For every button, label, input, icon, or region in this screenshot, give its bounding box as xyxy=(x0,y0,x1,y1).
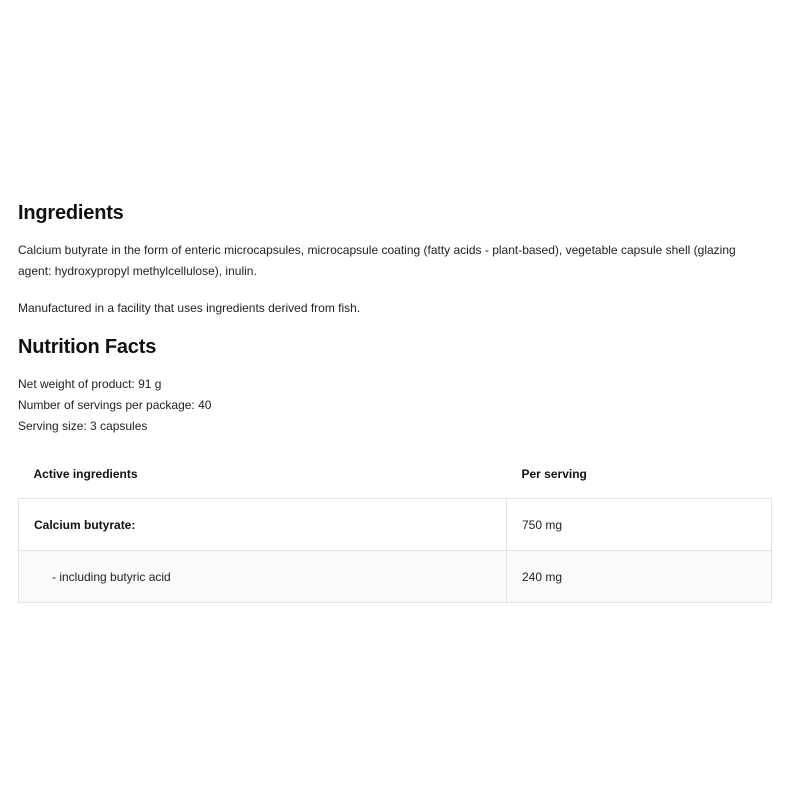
ingredients-heading: Ingredients xyxy=(18,202,124,224)
table-row xyxy=(19,499,772,551)
amount-cell: 240 mg xyxy=(507,551,772,603)
ingredient-name-cell: Calcium butyrate: xyxy=(19,499,507,551)
nutrition-facts-heading: Nutrition Facts xyxy=(18,336,157,358)
product-info-section xyxy=(18,198,772,603)
net-weight: Net weight of product: 91 g xyxy=(18,377,162,391)
facility-note: Manufactured in a facility that uses ingredients derived from fish. xyxy=(18,301,361,315)
sub-ingredient-label: - including butyric acid xyxy=(52,569,171,584)
ingredient-name-cell xyxy=(19,551,507,603)
nutrition-table xyxy=(18,449,772,603)
header-active-ingredients: Active ingredients xyxy=(33,466,138,481)
table-row xyxy=(19,551,772,603)
header-per-serving: Per serving xyxy=(521,466,587,481)
nutrition-facts-summary xyxy=(18,374,772,437)
serving-size: Serving size: 3 capsules xyxy=(18,419,148,433)
amount-cell: 750 mg xyxy=(507,499,772,551)
ingredients-text: Calcium butyrate in the form of enteric microcapsules, microcapsule coating (fatty acids - plant-based), vegetable capsule shell (glazing agent: hydroxypropyl methylcellulose), inulin. xyxy=(18,243,736,278)
servings-per-package: Number of servings per package: 40 xyxy=(18,398,212,412)
table-header-row xyxy=(19,449,772,499)
